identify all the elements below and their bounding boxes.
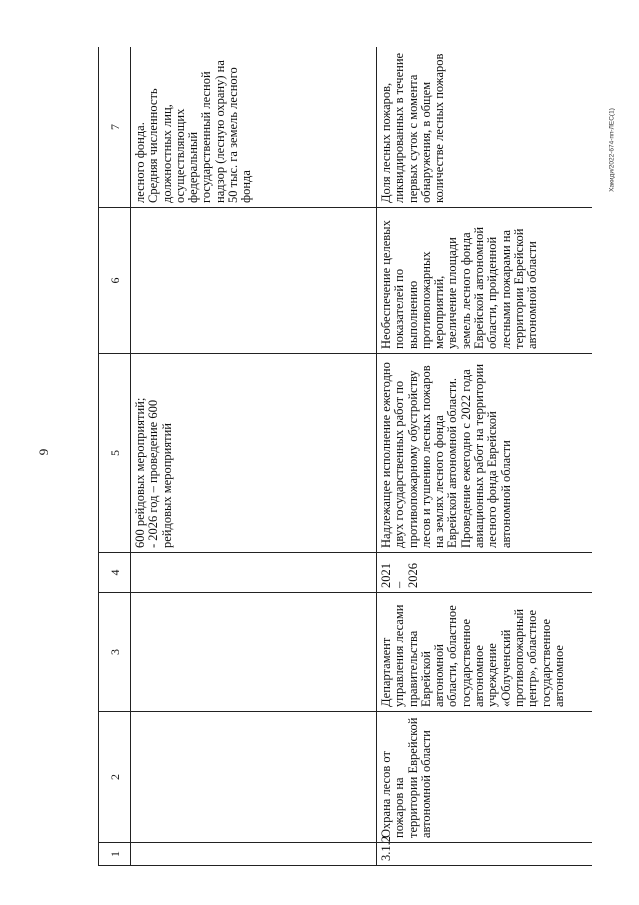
continuation-cell-1 [131, 843, 377, 866]
header-row [99, 47, 131, 866]
continuation-cell-7: лесного фонда. Средняя численность должностных лиц, осуществляющих федеральный государственный лесной надзор (лесную охрану) на 50 тыс. га земель лесного фонда [131, 47, 377, 208]
continuation-cell-4 [131, 553, 377, 593]
measure-name-cell: Охрана лесов от пожаров на территории Еврейской автономной области [377, 712, 593, 843]
continuation-row [131, 47, 377, 866]
indicator-cell: Доля лесных пожаров, ликвидированных в течение первых суток с момента обнаружения, в общем количестве лесных пожаров [377, 47, 593, 208]
executor-cell: Департамент управления лесами правительства Еврейской автономной области, областное государственное автономное учреждение «Облученский противопожарный центр», областное государственное автономное [377, 593, 593, 712]
header-cell-6: 6 [99, 208, 131, 354]
expected-result-cell: Надлежащее исполнение ежегодно двух государственных работ по противопожарному обустройству лесов и тушению лесных пожаров на землях лесного фонда Еврейской автономной области. Проведение ежегодно с 2022 года авиационных работ на территории лесного фонда Еврейской автономной области [377, 354, 593, 553]
measures-table [98, 47, 592, 866]
header-cell-4: 4 [99, 553, 131, 593]
continuation-cell-6 [131, 208, 377, 354]
header-cell-1: 1 [99, 843, 131, 866]
header-cell-2: 2 [99, 712, 131, 843]
header-cell-3: 3 [99, 593, 131, 712]
consequences-cell: Необеспечение целевых показателей по выполнению противопожарных мероприятий, увеличение площади земель лесного фонда Еврейской автономной области, пройденной лесными пожарами на территории Еврейской автономной области [377, 208, 593, 354]
continuation-cell-3 [131, 593, 377, 712]
rotated-table-container [98, 47, 592, 866]
continuation-cell-5: 600 рейдовых мероприятий; - 2026 год – проведение 600 рейдовых мероприятий [131, 354, 377, 553]
header-cell-7: 7 [99, 47, 131, 208]
header-cell-5: 5 [99, 354, 131, 553]
continuation-cell-2 [131, 712, 377, 843]
measure-row-3-1-2 [377, 47, 593, 866]
period-cell: 2021 – 2026 [377, 553, 593, 593]
document-table-frame [98, 47, 592, 866]
page-number: 9 [36, 448, 51, 456]
row-number-cell: 3.1.2 [377, 843, 593, 866]
document-code: Хакиди/2022-674-пп-ЛЕС(1) [608, 108, 616, 192]
